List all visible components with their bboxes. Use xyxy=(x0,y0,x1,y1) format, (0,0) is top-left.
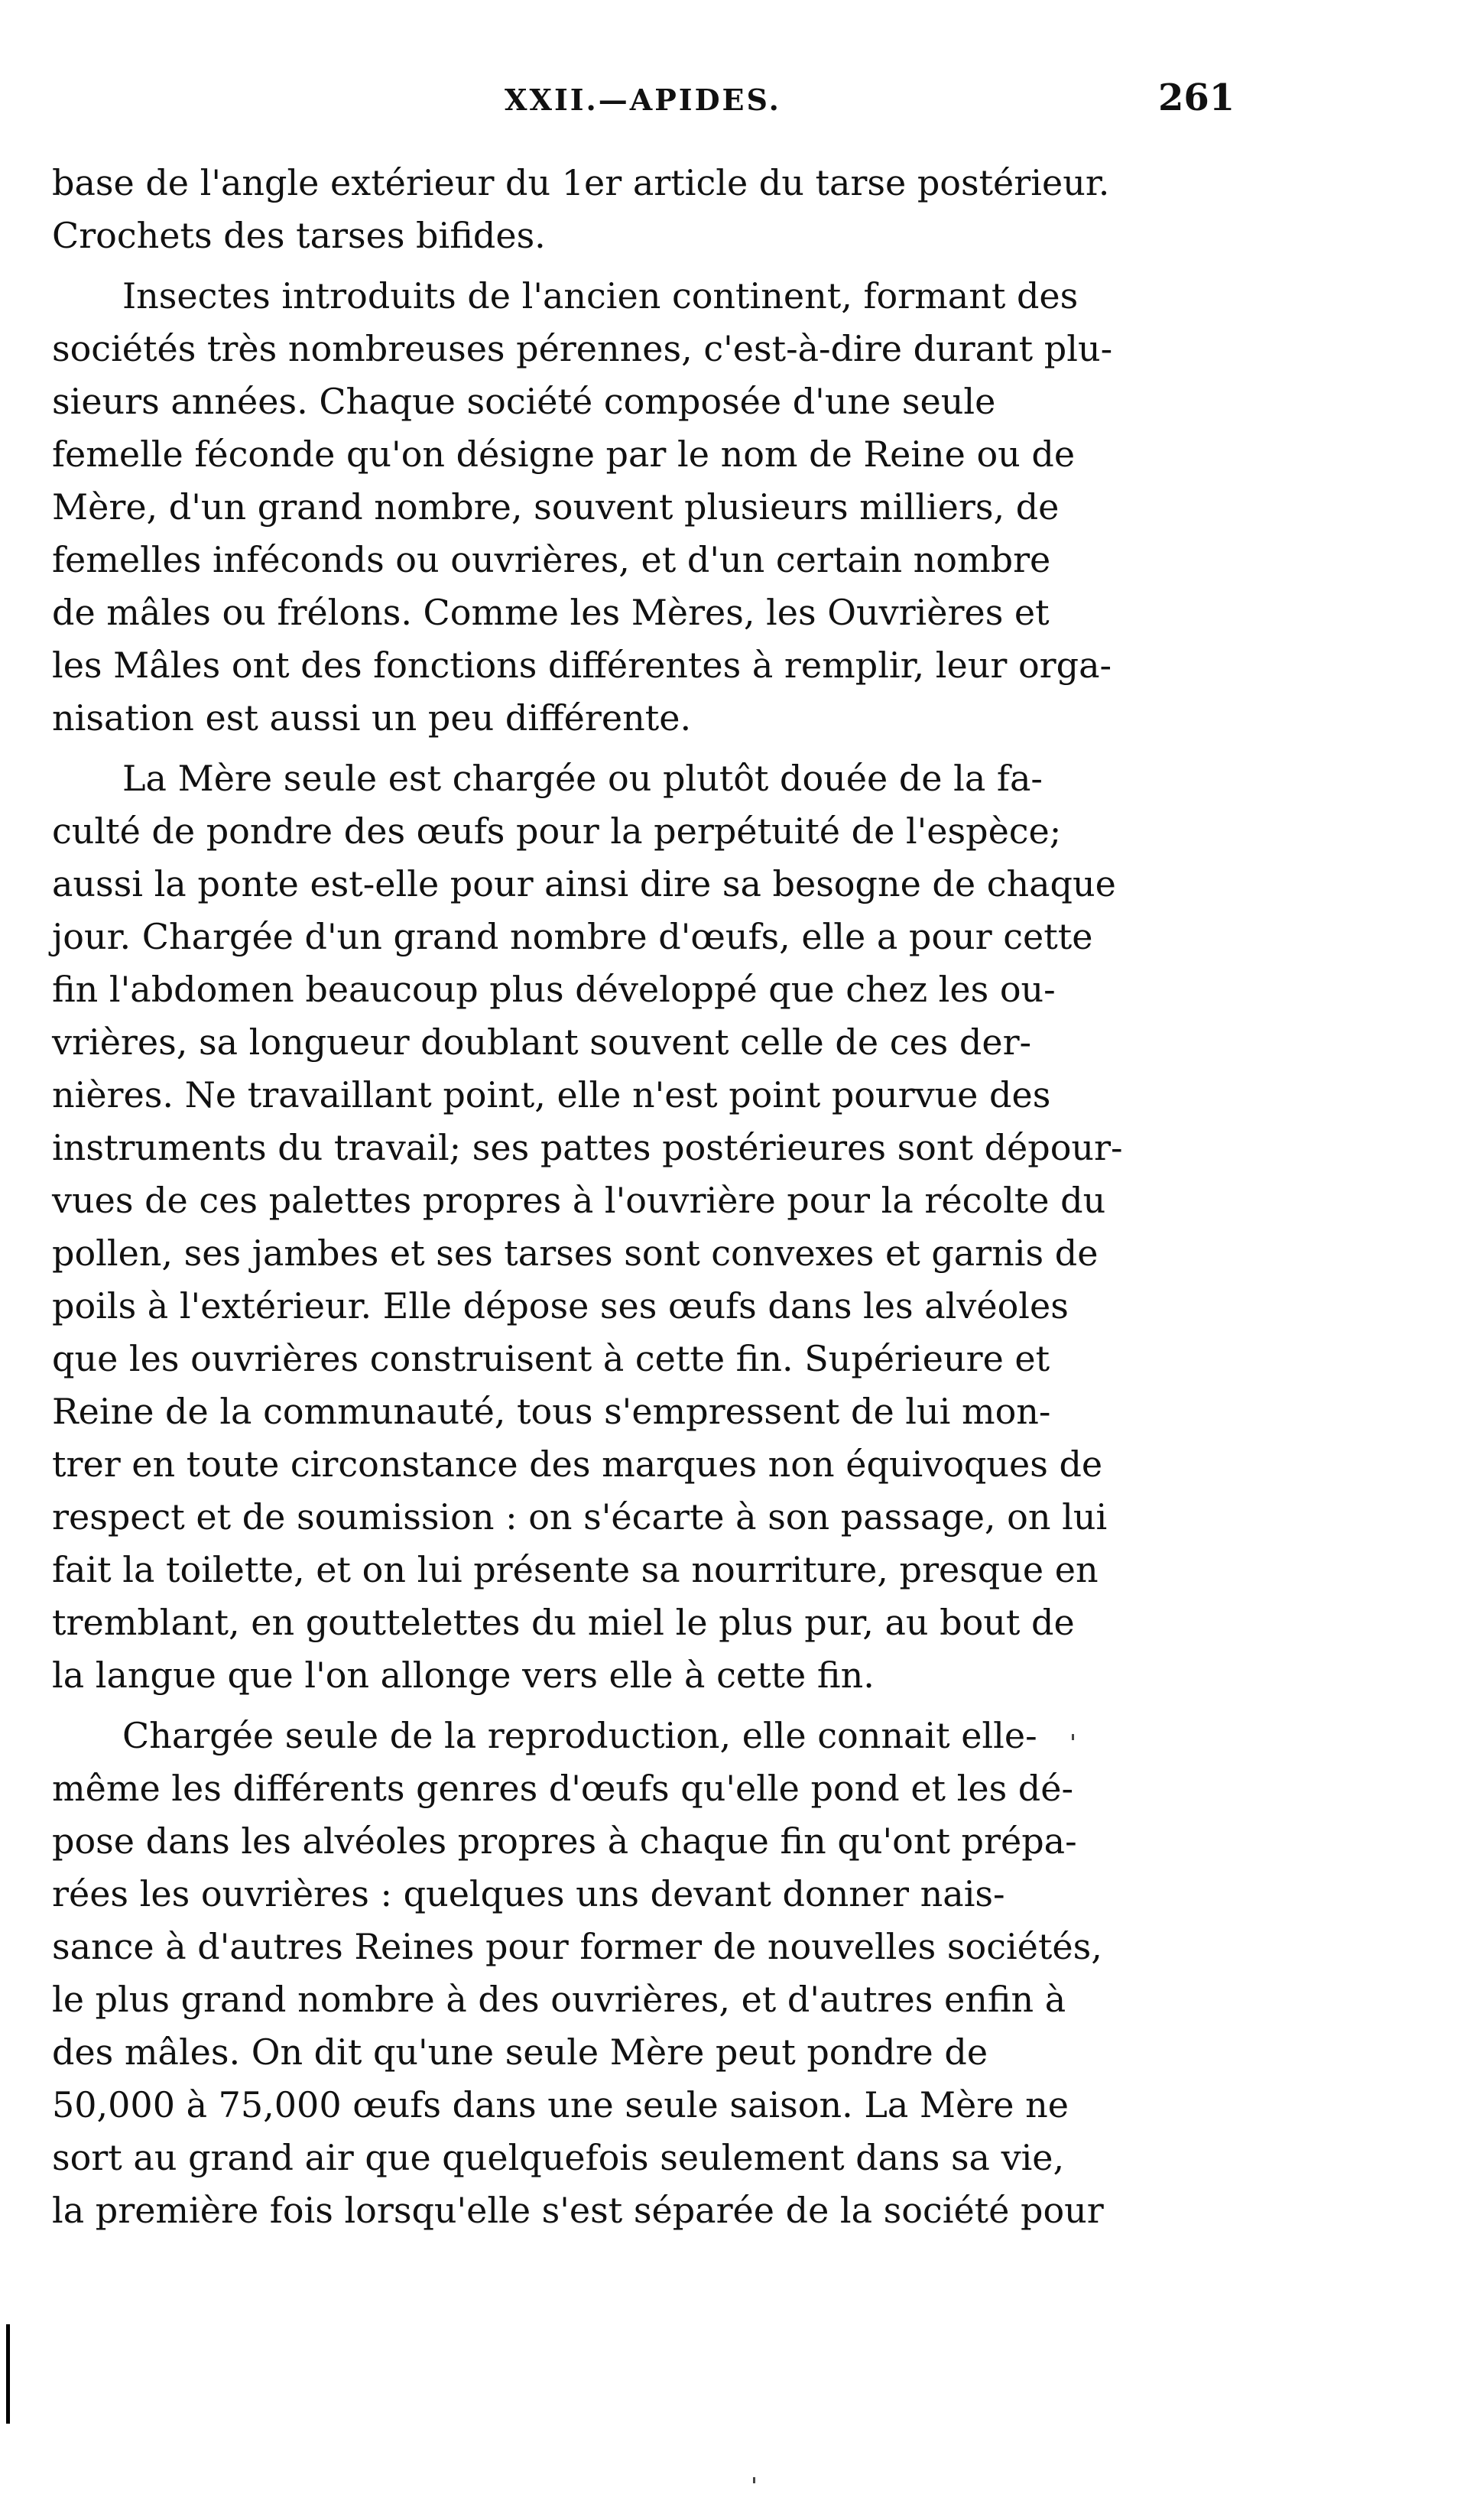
text-line: pollen, ses jambes et ses tarses sont convexes et garnis de xyxy=(52,1232,1099,1274)
paragraph xyxy=(52,270,1214,745)
text-line: pose dans les alvéoles propres à chaque fin qu'ont prépa- xyxy=(52,1820,1077,1862)
text-line: sociétés très nombreuses pérennes, c'est-à-dire durant plu- xyxy=(52,328,1113,369)
text-line: respect et de soumission : on s'écarte à son passage, on lui xyxy=(52,1496,1108,1538)
scan-edge-mark xyxy=(6,2324,10,2424)
text-line: tremblant, en gouttelettes du miel le plus pur, au bout de xyxy=(52,1602,1075,1643)
text-line: aussi la ponte est-elle pour ainsi dire sa besogne de chaque xyxy=(52,863,1116,904)
text-line: femelle féconde qu'on désigne par le nom de Reine ou de xyxy=(52,434,1076,475)
text-line: nisation est aussi un peu différente. xyxy=(52,697,692,739)
scan-speck xyxy=(753,2477,755,2483)
scan-speck xyxy=(1072,1734,1074,1740)
text-line: de mâles ou frélons. Comme les Mères, les Ouvrières et xyxy=(52,592,1050,633)
text-line: même les différents genres d'œufs qu'elle pond et les dé- xyxy=(52,1768,1074,1809)
text-line: poils à l'extérieur. Elle dépose ses œufs dans les alvéoles xyxy=(52,1285,1069,1327)
running-head: XXII.—APIDES. xyxy=(505,83,781,117)
text-line: culté de pondre des œufs pour la perpétuité de l'espèce; xyxy=(52,810,1062,852)
paragraph xyxy=(52,752,1214,1702)
text-line: trer en toute circonstance des marques non équivoques de xyxy=(52,1443,1103,1485)
text-line: Mère, d'un grand nombre, souvent plusieurs milliers, de xyxy=(52,486,1060,528)
text-line: la langue que l'on allonge vers elle à cette fin. xyxy=(52,1655,875,1696)
text-line: sieurs années. Chaque société composée d'une seule xyxy=(52,381,996,422)
text-line: fin l'abdomen beaucoup plus développé que chez les ou- xyxy=(52,969,1056,1010)
text-line: rées les ouvrières : quelques uns devant donner nais- xyxy=(52,1873,1005,1914)
text-line: femelles inféconds ou ouvrières, et d'un certain nombre xyxy=(52,539,1051,580)
text-line: vues de ces palettes propres à l'ouvrière pour la récolte du xyxy=(52,1180,1106,1221)
page-number: 261 xyxy=(1158,76,1235,119)
text-line: jour. Chargée d'un grand nombre d'œufs, elle a pour cette xyxy=(52,916,1093,957)
text-line: La Mère seule est chargée ou plutôt douée de la fa- xyxy=(122,758,1043,799)
text-line: 50,000 à 75,000 œufs dans une seule saison. La Mère ne xyxy=(52,2084,1069,2125)
text-line: Crochets des tarses bifides. xyxy=(52,215,546,256)
paragraph xyxy=(52,157,1214,262)
text-line: vrières, sa longueur doublant souvent celle de ces der- xyxy=(52,1021,1032,1063)
text-line: la première fois lorsqu'elle s'est séparée de la société pour xyxy=(52,2190,1104,2231)
text-line: nières. Ne travaillant point, elle n'est point pourvue des xyxy=(52,1074,1051,1115)
text-line: Reine de la communauté, tous s'empressent de lui mon- xyxy=(52,1391,1051,1432)
text-line: Chargée seule de la reproduction, elle connait elle- xyxy=(122,1715,1037,1756)
text-line: sance à d'autres Reines pour former de nouvelles sociétés, xyxy=(52,1926,1102,1967)
text-line: des mâles. On dit qu'une seule Mère peut pondre de xyxy=(52,2031,988,2073)
text-line: le plus grand nombre à des ouvrières, et d'autres enfin à xyxy=(52,1979,1066,2020)
text-line: instruments du travail; ses pattes postérieures sont dépour- xyxy=(52,1127,1123,1168)
text-line: base de l'angle extérieur du 1er article du tarse postérieur. xyxy=(52,162,1110,203)
text-line: sort au grand air que quelquefois seulement dans sa vie, xyxy=(52,2137,1065,2178)
body-text xyxy=(52,157,1214,2237)
paragraph xyxy=(52,1710,1214,2237)
text-line: Insectes introduits de l'ancien continent, formant des xyxy=(122,275,1079,317)
text-line: les Mâles ont des fonctions différentes à remplir, leur orga- xyxy=(52,645,1112,686)
text-line: fait la toilette, et on lui présente sa nourriture, presque en xyxy=(52,1549,1099,1590)
text-line: que les ouvrières construisent à cette fin. Supérieure et xyxy=(52,1338,1050,1379)
